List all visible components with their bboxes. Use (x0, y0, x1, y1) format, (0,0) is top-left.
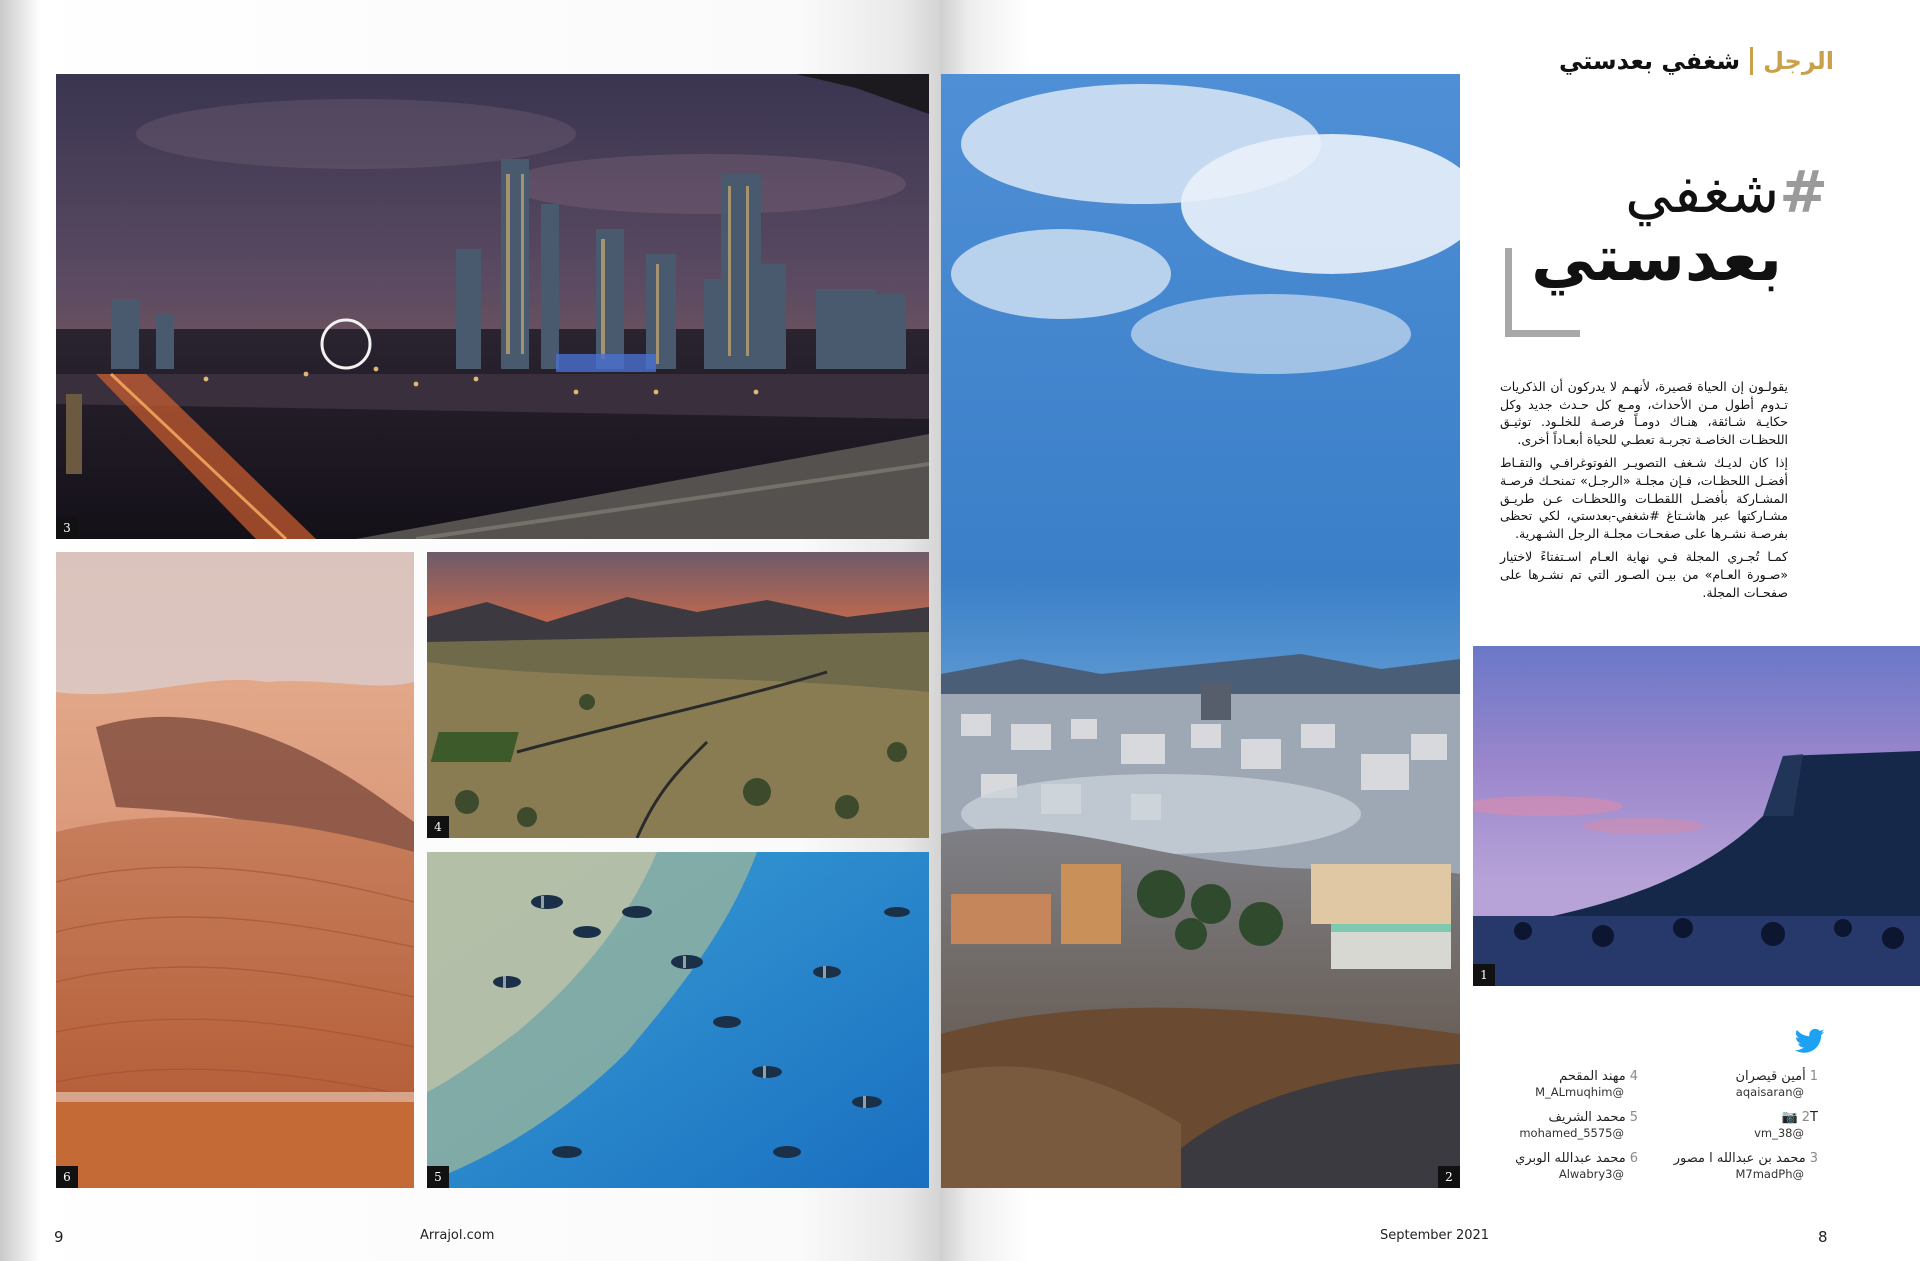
credit-entry: 6محمد عبدالله الوبري @Alwabry3 (1515, 1151, 1638, 1181)
intro-text (1500, 378, 1788, 607)
footer-website: Arrajol.com (420, 1228, 495, 1243)
magazine-logo: الرجل (1763, 47, 1834, 75)
photo-credits-column-2 (1478, 1068, 1638, 1191)
intro-paragraph: كمـا تُجـري المجلة فـي نهاية العـام اسـتفتاءً لاختيار «صـورة العـام» من بيـن الصـور التي تم نشـرها على صفحـات المجلة. (1500, 549, 1788, 600)
photo-riyadh-night-skyline (56, 74, 929, 539)
section-title: شغفي بعدستي (1558, 47, 1741, 75)
section-header (1559, 44, 1834, 78)
page-edge-shadow (0, 0, 40, 1261)
photo-mesa-twilight (1473, 646, 1920, 986)
intro-paragraph: يقولـون إن الحياة قصيرة، لأنهـم لا يدركون أن الذكريات تـدوم أطول مـن الأحداث، ومـع كل حـدث جديد وكل حكايـة شـائقة، هنـاك دومـاً فرصـة للخلـود. توثيـق اللحظـات الخاصـة تجربـة تعطـي للحياة أبعـاداً أخرى. (1500, 379, 1788, 447)
photo-misty-mountain-town (941, 74, 1460, 1188)
right-page-number: 8 (1818, 1228, 1828, 1246)
header-divider (1750, 47, 1753, 75)
photo-number-5: 5 (427, 1166, 449, 1188)
hashtag-symbol: # (1779, 158, 1828, 226)
photo-number-4: 4 (427, 816, 449, 838)
credit-entry: 2T📷 @vm_38 (1754, 1110, 1818, 1140)
photo-credits-column-1 (1658, 1068, 1818, 1191)
title-corner-mark (1505, 248, 1580, 337)
photo-number-6: 6 (56, 1166, 78, 1188)
credit-entry: 4مهند المقحم @M_ALmuqhim (1535, 1069, 1638, 1099)
credit-entry: 1أمين قيصران @aqaisaran (1735, 1069, 1818, 1099)
photo-number-3: 3 (56, 517, 78, 539)
photo-mountain-valley-sunset (427, 552, 929, 838)
feature-title-line2: بعدستي (1531, 222, 1782, 296)
photo-desert-dunes (56, 552, 414, 1188)
feature-title-line1: #شغفي (1625, 158, 1828, 226)
credit-entry: 5محمد الشريف @mohamed_5575 (1519, 1110, 1638, 1140)
twitter-bird-icon (1793, 1026, 1827, 1056)
left-page-number: 9 (54, 1228, 64, 1246)
credit-entry: 3محمد بن عبدالله ا مصور @M7madPh (1673, 1151, 1818, 1181)
footer-issue-date: September 2021 (1380, 1228, 1490, 1243)
photo-number-1: 1 (1473, 964, 1495, 986)
photo-coral-reef-fish (427, 852, 929, 1188)
intro-paragraph: إذا كان لديـك شـغف التصويـر الفوتوغرافـي والتقـاط أفضـل اللحظـات، فـإن مجلـة «الرجـل» تمنحـك فرصـة المشـاركة بأفضـل اللقطـات واللحظـات عـن طريـق مشـاركتها عبر هاشـتاغ #شغفي-بعدستي، لكي تحظى بفرصـة نشـرها على صفحـات مجلـة الرجل الشـهرية. (1500, 455, 1788, 541)
photo-number-2: 2 (1438, 1166, 1460, 1188)
